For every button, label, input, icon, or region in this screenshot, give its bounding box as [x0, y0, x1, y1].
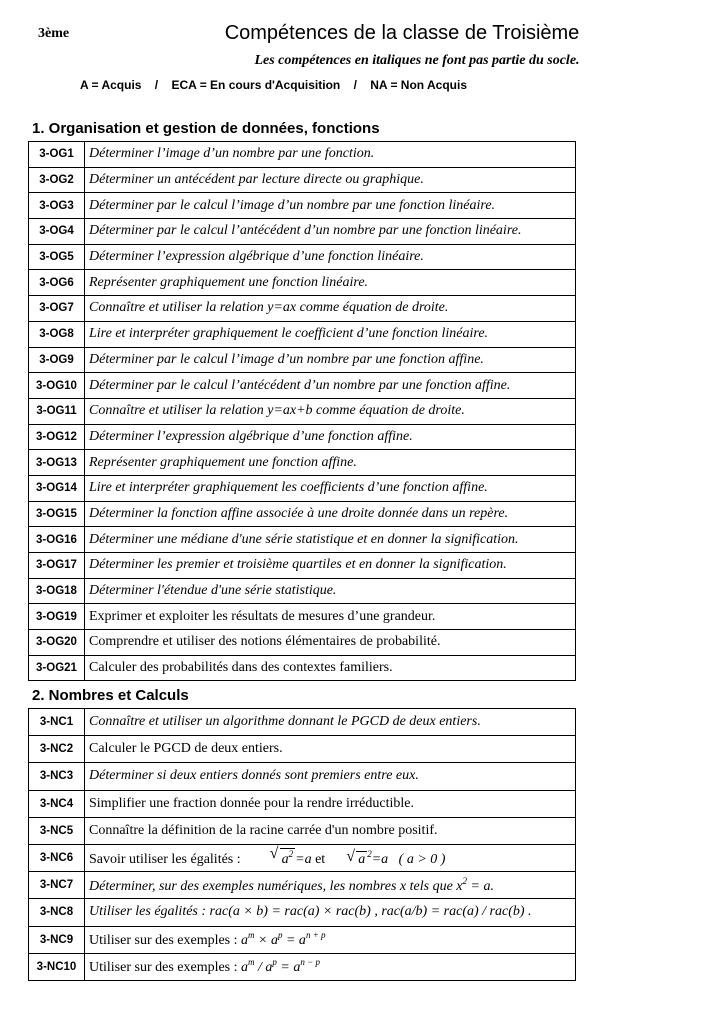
- subtitle: Les compétences en italiques ne font pas partie du socle.: [254, 53, 580, 68]
- table-row: [29, 296, 576, 322]
- competence-code: 3-OG4: [29, 219, 85, 245]
- table-row: [29, 736, 576, 763]
- table-row: [29, 475, 576, 501]
- table-row: [29, 817, 576, 844]
- table-row: [29, 219, 576, 245]
- competence-text: Calculer des probabilités dans des contextes familiers.: [85, 655, 576, 681]
- competence-text: Déterminer l’expression algébrique d’une fonction linéaire.: [85, 244, 576, 270]
- table-row: [29, 167, 576, 193]
- competence-code: 3-OG7: [29, 296, 85, 322]
- competence-text: Connaître et utiliser la relation y=ax+b comme équation de droite.: [85, 398, 576, 424]
- competence-code: 3-NC5: [29, 817, 85, 844]
- competence-code: 3-OG15: [29, 501, 85, 527]
- competence-text: Déterminer l’expression algébrique d’une fonction affine.: [85, 424, 576, 450]
- competence-code: 3-NC8: [29, 899, 85, 926]
- competence-text: Exprimer et exploiter les résultats de mesures d’une grandeur.: [85, 604, 576, 630]
- table-row: [29, 347, 576, 373]
- competence-code: 3-OG8: [29, 321, 85, 347]
- competence-text: Simplifier une fraction donnée pour la rendre irréductible.: [85, 790, 576, 817]
- page-title: Compétences de la classe de Troisième: [224, 22, 580, 44]
- table-row: [29, 844, 576, 871]
- section-2-title: 2. Nombres et Calculs: [32, 687, 189, 704]
- table-row: [29, 926, 576, 953]
- competence-text: Utiliser les égalités : rac(a × b) = rac(a) × rac(b) , rac(a/b) = rac(a) / rac(b) .: [85, 899, 576, 926]
- competence-text: Déterminer, sur des exemples numériques, les nombres x tels que $x^2 = a$.: [85, 872, 576, 899]
- competence-code: 3-NC2: [29, 736, 85, 763]
- competence-text: Déterminer la fonction affine associée à une droite donnée dans un repère.: [85, 501, 576, 527]
- competence-code: 3-OG14: [29, 475, 85, 501]
- table-row: [29, 790, 576, 817]
- competence-text: Connaître et utiliser la relation y=ax comme équation de droite.: [85, 296, 576, 322]
- competence-text: Déterminer l'étendue d'une série statistique.: [85, 578, 576, 604]
- table-row: [29, 578, 576, 604]
- table-row: [29, 193, 576, 219]
- table-row: [29, 604, 576, 630]
- competence-text: Déterminer les premier et troisième quartiles et en donner la signification.: [85, 553, 576, 579]
- competence-text: Comprendre et utiliser des notions élémentaires de probabilité.: [85, 630, 576, 656]
- competence-code: 3-OG11: [29, 398, 85, 424]
- competence-code: 3-OG20: [29, 630, 85, 656]
- competence-text: Connaître la définition de la racine carrée d'un nombre positif.: [85, 817, 576, 844]
- competence-code: 3-OG6: [29, 270, 85, 296]
- competence-code: 3-OG12: [29, 424, 85, 450]
- legend: A = Acquis / ECA = En cours d'Acquisition / NA = Non Acquis: [80, 78, 468, 92]
- table-row: [29, 553, 576, 579]
- table-row: [29, 899, 576, 926]
- table-row: [29, 142, 576, 168]
- competence-text: Calculer le PGCD de deux entiers.: [85, 736, 576, 763]
- competence-code: 3-NC4: [29, 790, 85, 817]
- section-1-table: [28, 141, 576, 681]
- competence-text: Lire et interpréter graphiquement les coefficients d’une fonction affine.: [85, 475, 576, 501]
- competence-code: 3-OG21: [29, 655, 85, 681]
- table-row: [29, 450, 576, 476]
- competence-code: 3-OG18: [29, 578, 85, 604]
- competence-code: 3-OG19: [29, 604, 85, 630]
- table-row: [29, 501, 576, 527]
- grade-level: 3ème: [38, 26, 70, 41]
- competence-code: 3-OG13: [29, 450, 85, 476]
- competence-code: 3-OG1: [29, 142, 85, 168]
- competence-text: Déterminer une médiane d'une série statistique et en donner la signification.: [85, 527, 576, 553]
- section-2-table: [28, 708, 576, 981]
- table-row: [29, 398, 576, 424]
- competence-code: 3-OG9: [29, 347, 85, 373]
- competence-text: Déterminer l’image d’un nombre par une fonction.: [85, 142, 576, 168]
- competence-code: 3-OG17: [29, 553, 85, 579]
- table-row: [29, 953, 576, 980]
- competence-code: 3-OG5: [29, 244, 85, 270]
- table-row: [29, 872, 576, 899]
- competence-code: 3-NC6: [29, 844, 85, 871]
- table-row: [29, 527, 576, 553]
- table-row: [29, 630, 576, 656]
- table-row: [29, 373, 576, 399]
- competence-text: Déterminer par le calcul l’image d’un nombre par une fonction linéaire.: [85, 193, 576, 219]
- competence-text: Savoir utiliser les égalités : √ $a^2 =a$ et √ a $^2$=a ( a > 0 ): [85, 844, 576, 871]
- competence-text: Déterminer par le calcul l’antécédent d’un nombre par une fonction linéaire.: [85, 219, 576, 245]
- competence-text: Représenter graphiquement une fonction affine.: [85, 450, 576, 476]
- competence-text: Représenter graphiquement une fonction linéaire.: [85, 270, 576, 296]
- competence-code: 3-OG16: [29, 527, 85, 553]
- competence-code: 3-NC9: [29, 926, 85, 953]
- table-row: [29, 763, 576, 790]
- table-row: [29, 424, 576, 450]
- table-row: [29, 655, 576, 681]
- competence-text: Déterminer un antécédent par lecture directe ou graphique.: [85, 167, 576, 193]
- competence-code: 3-NC1: [29, 709, 85, 736]
- section-1-title: 1. Organisation et gestion de données, fonctions: [32, 120, 380, 137]
- competence-text: Déterminer par le calcul l’image d’un nombre par une fonction affine.: [85, 347, 576, 373]
- competence-code: 3-OG10: [29, 373, 85, 399]
- table-row: [29, 244, 576, 270]
- competence-text: Connaître et utiliser un algorithme donnant le PGCD de deux entiers.: [85, 709, 576, 736]
- competence-text: Utiliser sur des exemples : $a^m / a^p = a^{n - p}$: [85, 953, 576, 980]
- competence-code: 3-OG3: [29, 193, 85, 219]
- table-row: [29, 709, 576, 736]
- competence-code: 3-OG2: [29, 167, 85, 193]
- competence-text: Déterminer par le calcul l’antécédent d’un nombre par une fonction affine.: [85, 373, 576, 399]
- table-row: [29, 270, 576, 296]
- competence-text: Lire et interpréter graphiquement le coefficient d’une fonction linéaire.: [85, 321, 576, 347]
- competence-code: 3-NC3: [29, 763, 85, 790]
- table-row: [29, 321, 576, 347]
- competence-text: Déterminer si deux entiers donnés sont premiers entre eux.: [85, 763, 576, 790]
- competence-code: 3-NC10: [29, 953, 85, 980]
- competence-code: 3-NC7: [29, 872, 85, 899]
- competence-text: Utiliser sur des exemples : $a^m \times a^p = a^{n + p}$: [85, 926, 576, 953]
